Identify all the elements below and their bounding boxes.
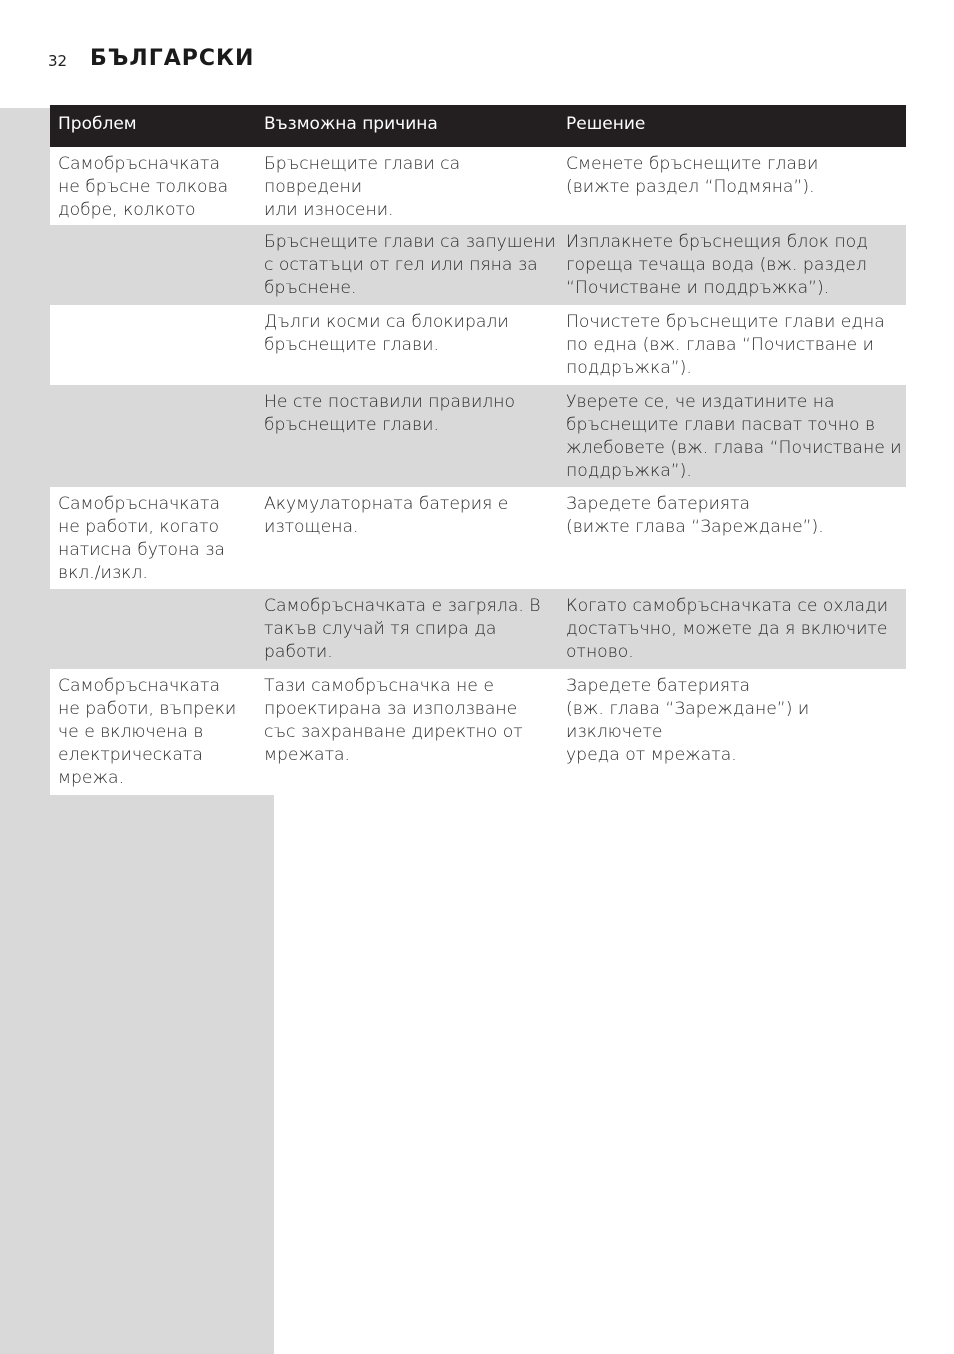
- table-row: [50, 589, 906, 669]
- header-problem: Проблем: [58, 114, 137, 134]
- problem-cell: Самобръсначката не работи, когато натисна бутона за вкл./изкл.: [58, 494, 225, 583]
- header-solution: Решение: [566, 114, 646, 134]
- solution-cell: Сменете бръснещите глави (вижте раздел “Подмяна”).: [566, 154, 819, 197]
- cause-cell: Тази самобръсначка не е проектирана за използване със захранване директно от мрежата.: [264, 676, 523, 765]
- solution-cell: Заредете батерията (вж. глава “Зареждане”) и изключете уреда от мрежата.: [566, 676, 810, 765]
- table-row: [50, 669, 906, 795]
- cause-cell: Не сте поставили правилно бръснещите глави.: [264, 392, 516, 435]
- solution-cell: Изплакнете бръснещия блок под гореща течаща вода (вж. раздел “Почистване и поддръжка”).: [566, 232, 868, 298]
- problem-cell: Самобръсначката не работи, въпреки че е включена в електрическата мрежа.: [58, 676, 237, 788]
- table-row: [50, 305, 906, 385]
- page-title: БЪЛГАРСКИ: [90, 46, 255, 71]
- table-row: [50, 487, 906, 589]
- cause-cell: Самобръсначката е загряла. В такъв случай тя спира да работи.: [264, 596, 541, 662]
- solution-cell: Почистете бръснещите глави една по една (вж. глава “Почистване и поддръжка”).: [566, 312, 885, 378]
- solution-cell: Когато самобръсначката се охлади достатъчно, можете да я включите отново.: [566, 596, 889, 662]
- table-row: [50, 225, 906, 305]
- solution-cell: Уверете се, че издатините на бръснещите глави пасват точно в жлебовете (вж. глава “Почистване и поддръжка”).: [566, 392, 902, 481]
- table-row: [50, 385, 906, 487]
- problem-cell: Самобръсначката не бръсне толкова добре, колкото: [58, 154, 229, 220]
- troubleshooting-table: [50, 105, 906, 795]
- page-number: 32: [48, 52, 68, 70]
- header-cause: Възможна причина: [264, 114, 438, 134]
- cause-cell: Бръснещите глави са запушени с остатъци от гел или пяна за бръснене.: [264, 232, 556, 298]
- cause-cell: Акумулаторната батерия е изтощена.: [264, 494, 509, 537]
- cause-cell: Бръснещите глави са повредени или износени.: [264, 154, 461, 220]
- table-row: [50, 147, 906, 225]
- cause-cell: Дълги косми са блокирали бръснещите глави.: [264, 312, 509, 355]
- table-header: [50, 105, 906, 147]
- solution-cell: Заредете батерията (вижте глава “Зареждане”).: [566, 494, 824, 537]
